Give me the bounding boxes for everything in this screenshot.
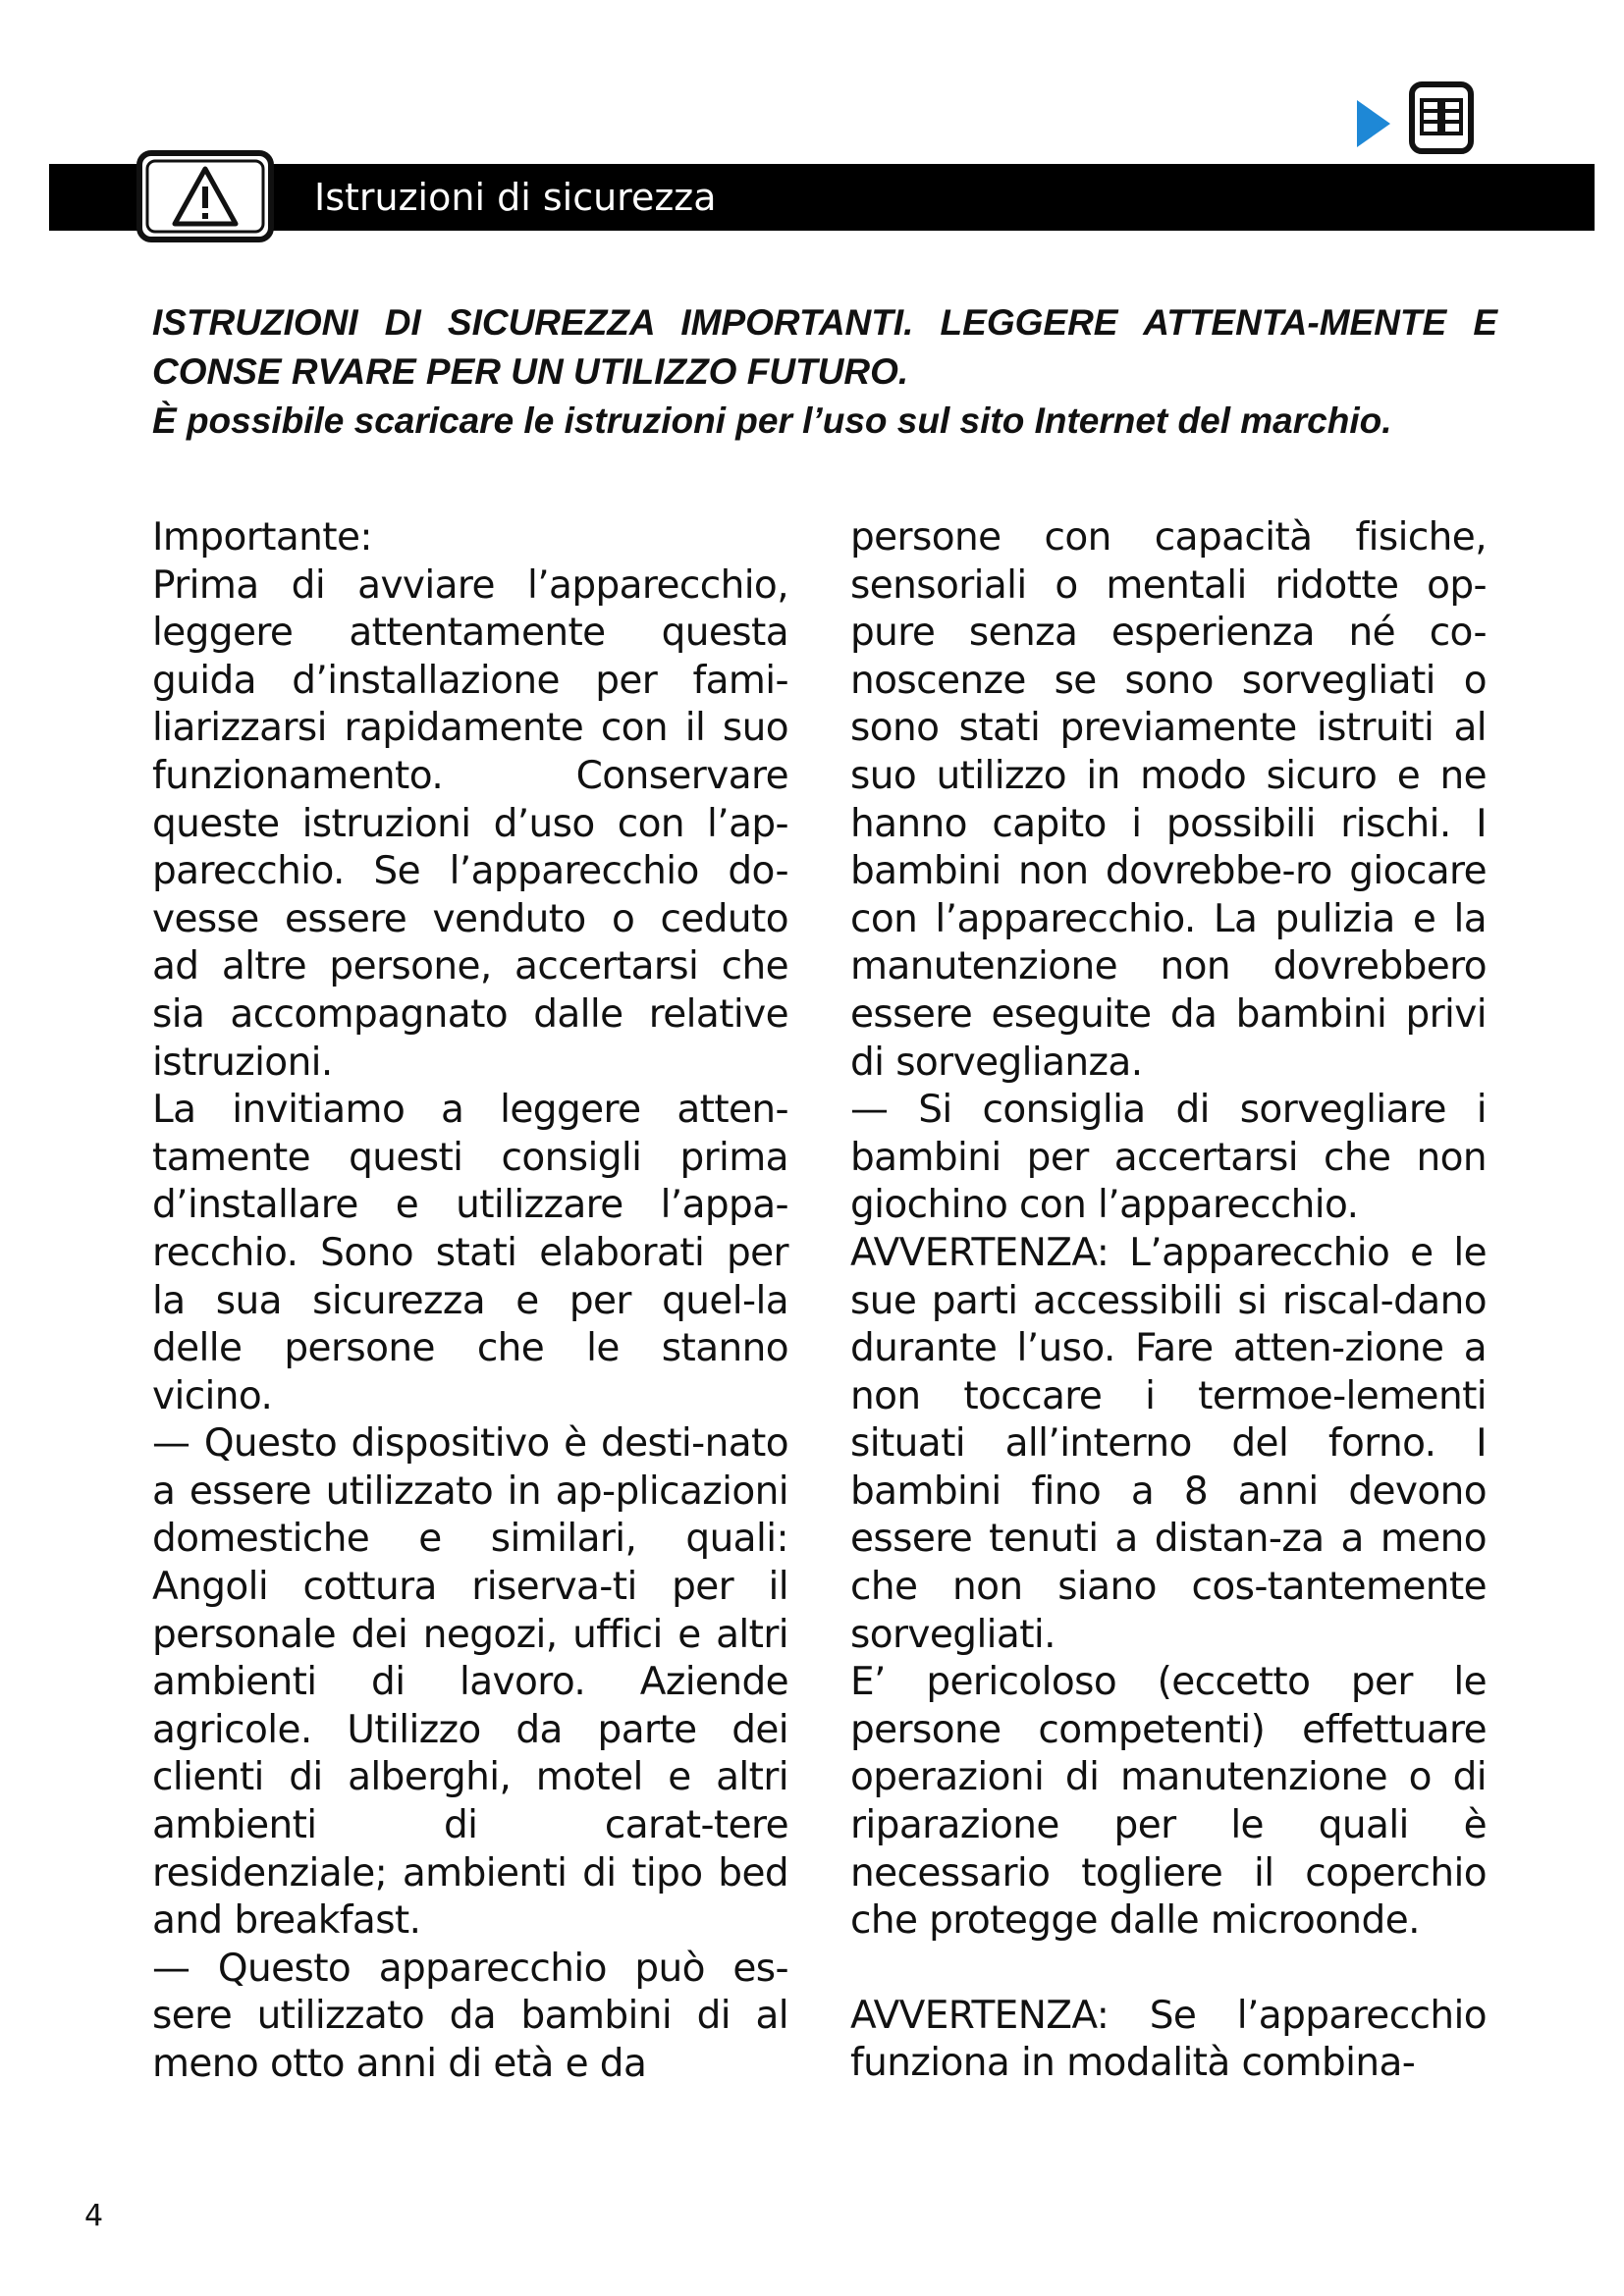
- paragraph: E’ pericoloso (eccetto per le persone competenti) effettuare operazioni di manutenzione o di riparazione per le quali è necessario togliere il coperchio che protegge dalle microonde.: [850, 1660, 1487, 1944]
- manual-book-icon[interactable]: [1408, 80, 1475, 155]
- paragraph: Importante:: [152, 515, 372, 560]
- intro-block: [152, 298, 1497, 446]
- left-column: [152, 514, 788, 2089]
- intro-important-notice: ISTRUZIONI DI SICUREZZA IMPORTANTI. LEGGERE ATTENTA-MENTE E CONSE RVARE PER UN UTILIZZO FUTURO.: [152, 302, 1497, 392]
- intro-download-notice: È possibile scaricare le istruzioni per l’uso sul sito Internet del marchio.: [152, 400, 1392, 441]
- paragraph: Prima di avviare l’apparecchio, leggere attentamente questa guida d’installazione per fami-liarizzarsi rapidamente con il suo funzionamento. Conservare queste istruzioni d’uso con l’ap-parecchio. Se l’apparecchio do-vesse essere venduto o ceduto ad altre persone, accertarsi che sia accompagnato dalle relative istruzioni.: [152, 562, 788, 1085]
- paragraph: — Questo dispositivo è desti-nato a essere utilizzato in ap-plicazioni domestiche e similari, quali: Angoli cottura riserva-ti per il personale dei negozi, uffici e altri ambienti di lavoro. Aziende agricole. Utilizzo da parte dei clienti di alberghi, motel e altri ambienti di carat-tere residenziale; ambienti di tipo bed and breakfast.: [152, 1421, 788, 1944]
- paragraph-spacer: [850, 1946, 1487, 1993]
- page-number: 4: [84, 2199, 104, 2233]
- paragraph: persone con capacità fisiche, sensoriali o mentali ridotte op-pure senza esperienza né co-noscenze se sono sorvegliati o sono stati previamente istruiti al suo utilizzo in modo sicuro e ne hanno capito i possibili rischi. I bambini non dovrebbe-ro giocare con l’apparecchio. La pulizia e la manutenzione non dovrebbero essere eseguite da bambini privi di sorveglianza.: [850, 515, 1487, 1085]
- paragraph: AVVERTENZA: L’apparecchio e le sue parti accessibili si riscal-dano durante l’uso. Fare atten-zione a non toccare i termoe-lementi situati all’interno del forno. I bambini fino a 8 anni devono essere tenuti a distan-za a meno che non siano cos-tantemente sorvegliati.: [850, 1230, 1487, 1657]
- paragraph: — Si consiglia di sorvegliare i bambini per accertarsi che non giochino con l’apparecchio.: [850, 1088, 1487, 1228]
- section-header-bar: [49, 164, 1595, 231]
- section-title: Istruzioni di sicurezza: [314, 176, 717, 219]
- next-arrow-icon[interactable]: [1357, 100, 1390, 147]
- right-column: [850, 514, 1487, 2088]
- warning-triangle-icon: [134, 147, 277, 245]
- paragraph: — Questo apparecchio può es-sere utilizzato da bambini di al meno otto anni di età e da: [152, 1946, 788, 2086]
- paragraph: AVVERTENZA: Se l’apparecchio funziona in modalità combina-: [850, 1993, 1487, 2086]
- paragraph: La invitiamo a leggere atten-tamente questi consigli prima d’installare e utilizzare l’appa-recchio. Sono stati elaborati per la sua sicurezza e per quel-la delle persone che le stanno vicino.: [152, 1088, 788, 1418]
- nav-cluster: [1345, 79, 1475, 157]
